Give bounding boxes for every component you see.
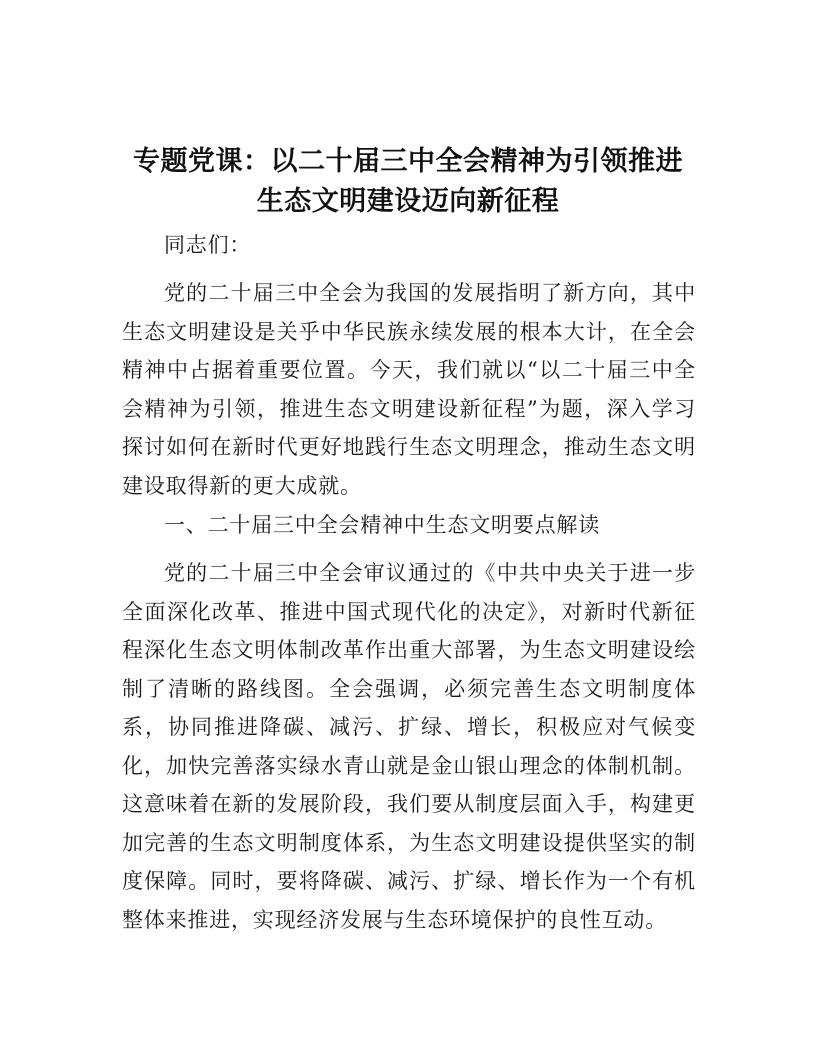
greeting: 同志们： bbox=[164, 233, 252, 257]
document-title-line-2: 生态文明建设迈向新征程 bbox=[256, 186, 560, 217]
document-title-line-1: 专题党课：以二十届三中全会精神为引领推进 bbox=[133, 146, 683, 177]
section-heading-1: 一、二十届三中全会精神中生态文明要点解读 bbox=[164, 513, 600, 537]
paragraph-section-1: 党的二十届三中全会审议通过的《中共中央关于进一步全面深化改革、推进中国式现代化的决定》，对新时代新征程深化生态文明体制改革作出重大部署，为生态文明建设绘制了清晰的路线图。全会强调，必须完善生态文明制度体系，协同推进降碳、减污、扩绿、增长，积极应对气候变化，加快完善落实绿水青山就是金山银山理念的体制机制。这意味着在新的发展阶段，我们要从制度层面入手，构建更加完善的生态文明制度体系，为生态文明建设提供坚实的制度保障。同时，要将降碳、减污、扩绿、增长作为一个有机整体来推进，实现经济发展与生态环境保护的良性互动。 bbox=[122, 561, 696, 932]
paragraph-intro: 党的二十届三中全会为我国的发展指明了新方向，其中生态文明建设是关乎中华民族永续发展的根本大计，在全会精神中占据着重要位置。今天，我们就以“以二十届三中全会精神为引领，推进生态文明建设新征程”为题，深入学习探讨如何在新时代更好地践行生态文明理念，推动生态文明建设取得新的更大成就。 bbox=[122, 281, 696, 498]
